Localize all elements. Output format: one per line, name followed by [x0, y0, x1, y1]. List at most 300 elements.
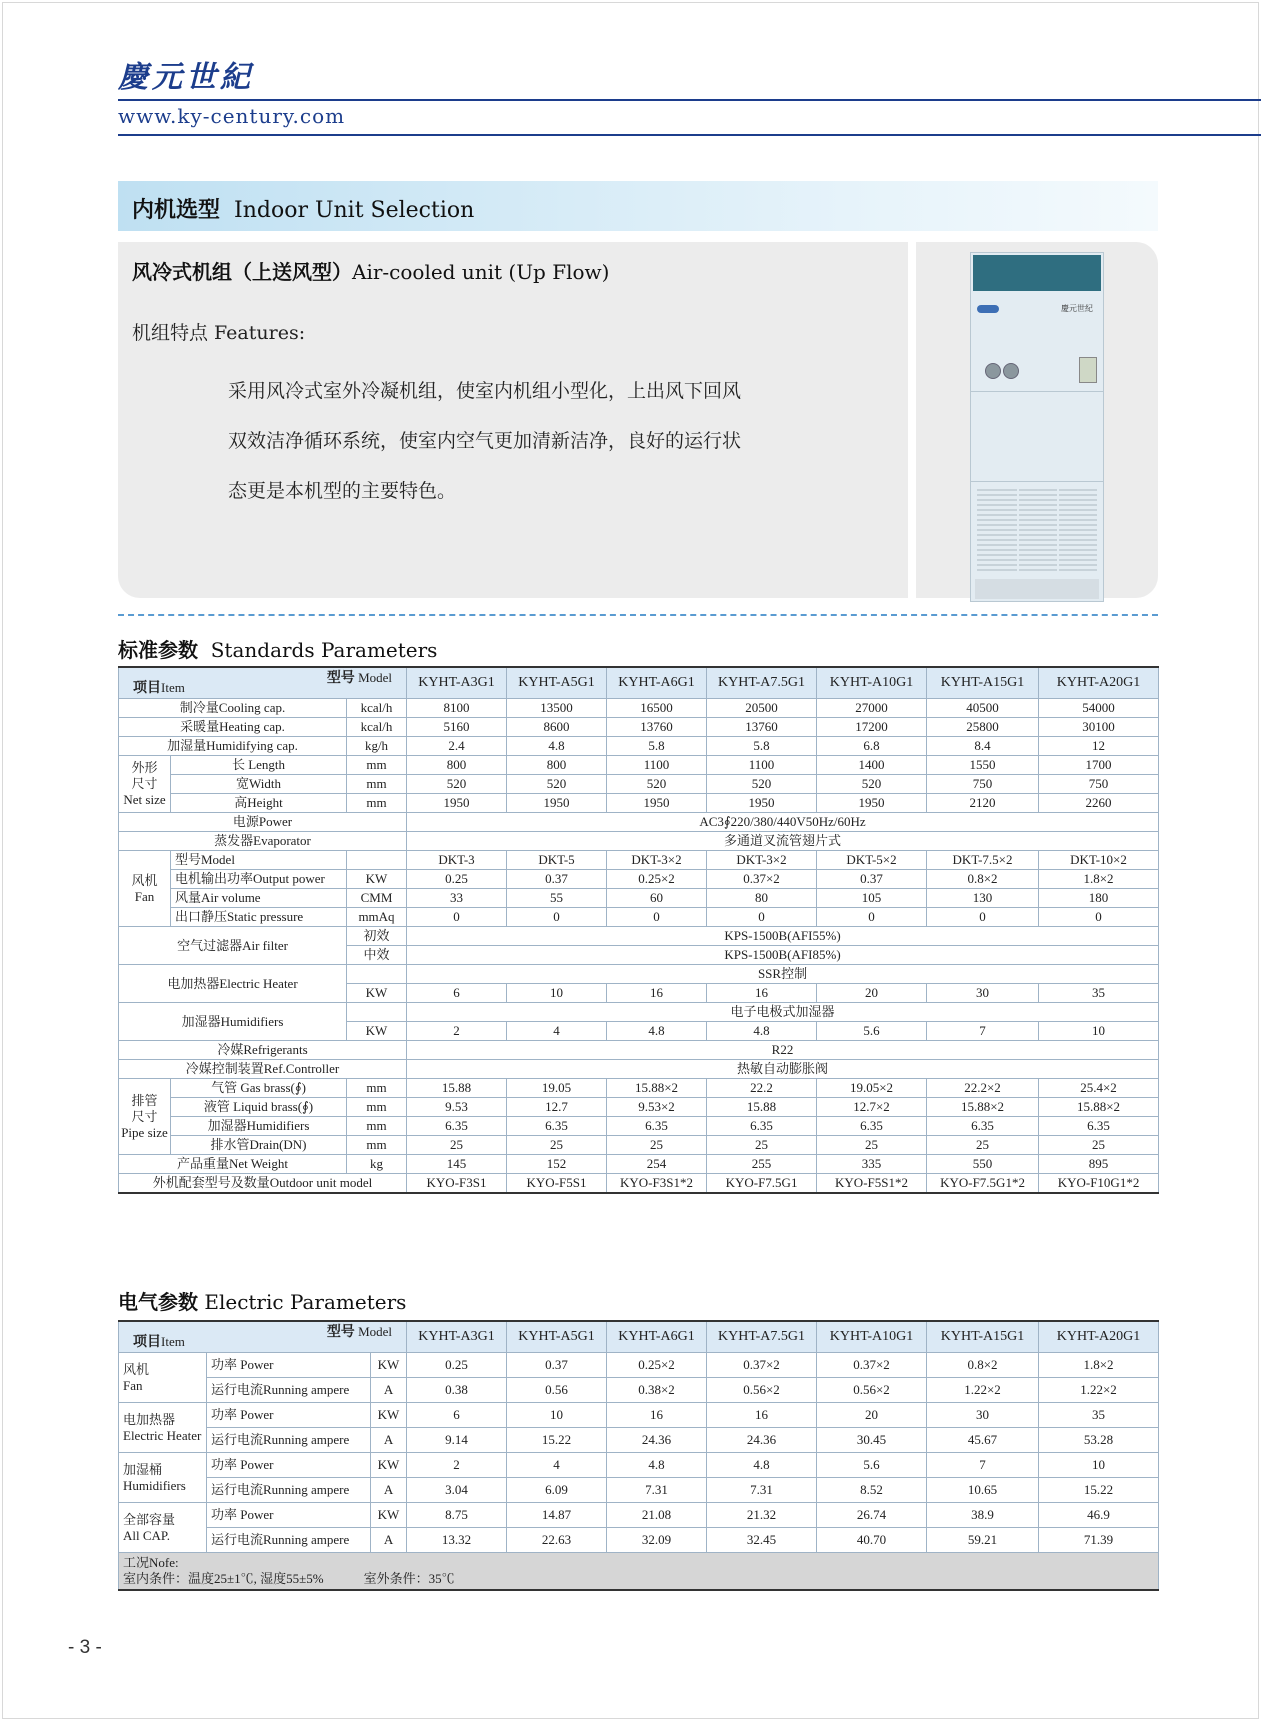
value-cell: 13500 — [507, 699, 607, 718]
value-cell: 71.39 — [1039, 1528, 1159, 1553]
param-label: 采暖量Heating cap. — [119, 718, 347, 737]
value-cell: DKT-5×2 — [817, 851, 927, 870]
value-cell: 152 — [507, 1155, 607, 1174]
value-cell: 14.87 — [507, 1503, 607, 1528]
unit-top-panel — [973, 255, 1101, 291]
param-label: 风量Air volume — [171, 889, 347, 908]
value-cell: KYO-F7.5G1*2 — [927, 1174, 1039, 1194]
unit-subtitle-en: Air-cooled unit (Up Flow) — [352, 260, 610, 284]
model-header-cn: 型号 — [326, 670, 355, 686]
value-cell: 520 — [507, 775, 607, 794]
value-cell: 520 — [817, 775, 927, 794]
model-header-cell: KYHT-A7.5G1 — [707, 1321, 817, 1353]
value-cell: 5160 — [407, 718, 507, 737]
value-cell: 15.22 — [1039, 1478, 1159, 1503]
table-row — [119, 1136, 1159, 1155]
value-cell: 750 — [927, 775, 1039, 794]
value-cell: 10 — [1039, 1022, 1159, 1041]
value-cell: 53.28 — [1039, 1428, 1159, 1453]
features-text — [228, 366, 848, 516]
value-cell: DKT-3×2 — [707, 851, 817, 870]
model-header-cn: 型号 — [326, 1324, 355, 1340]
value-cell: 0.56 — [507, 1378, 607, 1403]
value-cell: 0.37×2 — [707, 1353, 817, 1378]
param-label: 外机配套型号及数量Outdoor unit model — [119, 1174, 407, 1194]
value-cell: 255 — [707, 1155, 817, 1174]
value-cell: 1550 — [927, 756, 1039, 775]
value-cell: 1950 — [407, 794, 507, 813]
item-header-cn: 项目 — [133, 680, 161, 696]
value-cell: 6.35 — [817, 1117, 927, 1136]
unit-cell: KW — [371, 1503, 407, 1528]
electric-table — [118, 1320, 1159, 1591]
value-cell: 25 — [817, 1136, 927, 1155]
table-row — [119, 794, 1159, 813]
unit-seam — [971, 481, 1103, 482]
electric-title — [118, 1286, 406, 1315]
spanning-value: 热敏自动膨胀阀 — [407, 1060, 1159, 1079]
value-cell: 4 — [507, 1022, 607, 1041]
param-label: 电机输出功率Output power — [171, 870, 347, 889]
value-cell: KYO-F7.5G1 — [707, 1174, 817, 1194]
unit-cell: mm — [347, 1079, 407, 1098]
param-label: 气管 Gas brass(∮) — [171, 1079, 347, 1098]
table-row — [119, 1003, 1159, 1022]
dashed-divider — [118, 614, 1158, 616]
electric-group-label: 风机 Fan — [119, 1353, 207, 1403]
table-row — [119, 699, 1159, 718]
table-row — [119, 1098, 1159, 1117]
value-cell: 25 — [607, 1136, 707, 1155]
unit-cell: mm — [347, 756, 407, 775]
value-cell: 25 — [927, 1136, 1039, 1155]
value-cell: 1950 — [817, 794, 927, 813]
value-cell: 7.31 — [607, 1478, 707, 1503]
value-cell: 16 — [607, 984, 707, 1003]
unit-cell: KW — [371, 1353, 407, 1378]
value-cell: 2 — [407, 1453, 507, 1478]
table-row — [119, 1428, 1159, 1453]
param-label: 加湿器Humidifiers — [119, 1003, 347, 1041]
value-cell: 0.37 — [507, 870, 607, 889]
item-header-en: Item — [161, 1334, 185, 1349]
value-cell: 21.08 — [607, 1503, 707, 1528]
value-cell: 15.88×2 — [607, 1079, 707, 1098]
item-header — [133, 680, 185, 696]
param-label: 运行电流Running ampere — [207, 1378, 371, 1403]
model-header-cell: KYHT-A6G1 — [607, 1321, 707, 1353]
model-header-en: Model — [358, 1324, 393, 1339]
param-label: 加湿量Humidifying cap. — [119, 737, 347, 756]
value-cell: 7 — [927, 1453, 1039, 1478]
value-cell: 4 — [507, 1453, 607, 1478]
section-header — [118, 181, 1158, 231]
param-label: 冷媒控制装置Ref.Controller — [119, 1060, 407, 1079]
note-title: 工况Nofe: — [123, 1555, 179, 1570]
table-row — [119, 908, 1159, 927]
value-cell: 1950 — [507, 794, 607, 813]
value-cell: 22.63 — [507, 1528, 607, 1553]
value-cell: 16 — [707, 1403, 817, 1428]
value-cell: 10 — [1039, 1453, 1159, 1478]
value-cell: 32.09 — [607, 1528, 707, 1553]
value-cell: 10 — [507, 1403, 607, 1428]
table-row — [119, 832, 1159, 851]
value-cell: 895 — [1039, 1155, 1159, 1174]
feature-line: 态更是本机型的主要特色。 — [228, 480, 457, 502]
value-cell: 0.38 — [407, 1378, 507, 1403]
unit-cell: A — [371, 1478, 407, 1503]
value-cell: 7.31 — [707, 1478, 817, 1503]
value-cell: 30100 — [1039, 718, 1159, 737]
param-label: 宽Width — [171, 775, 347, 794]
param-label: 长 Length — [171, 756, 347, 775]
value-cell: 80 — [707, 889, 817, 908]
model-header-cell: KYHT-A10G1 — [817, 1321, 927, 1353]
value-cell: 32.45 — [707, 1528, 817, 1553]
table-row — [119, 718, 1159, 737]
value-cell: 6.35 — [407, 1117, 507, 1136]
value-cell: 25800 — [927, 718, 1039, 737]
size-group-label: 外形 尺寸 Net size — [119, 756, 171, 813]
value-cell: 6 — [407, 984, 507, 1003]
value-cell: 35 — [1039, 1403, 1159, 1428]
value-cell: 0 — [407, 908, 507, 927]
value-cell: 6.8 — [817, 737, 927, 756]
value-cell: DKT-7.5×2 — [927, 851, 1039, 870]
value-cell: KYO-F3S1 — [407, 1174, 507, 1194]
value-cell: 1.22×2 — [1039, 1378, 1159, 1403]
table-row — [119, 1041, 1159, 1060]
model-header-cell: KYHT-A5G1 — [507, 1321, 607, 1353]
value-cell: 54000 — [1039, 699, 1159, 718]
value-cell: 6.35 — [507, 1117, 607, 1136]
model-header-cell: KYHT-A10G1 — [817, 667, 927, 699]
table-row — [119, 1453, 1159, 1478]
table-row — [119, 775, 1159, 794]
unit-cell: CMM — [347, 889, 407, 908]
value-cell: 5.8 — [607, 737, 707, 756]
value-cell: 33 — [407, 889, 507, 908]
model-header — [327, 1324, 392, 1340]
value-cell: 22.2 — [707, 1079, 817, 1098]
value-cell: 105 — [817, 889, 927, 908]
value-cell: 8.4 — [927, 737, 1039, 756]
value-cell: 6 — [407, 1403, 507, 1428]
value-cell: 4.8 — [607, 1022, 707, 1041]
unit-cell: mm — [347, 1136, 407, 1155]
value-cell: 45.67 — [927, 1428, 1039, 1453]
value-cell: 25 — [1039, 1136, 1159, 1155]
electric-group-label: 加湿桶 Humidifiers — [119, 1453, 207, 1503]
value-cell: 4.8 — [507, 737, 607, 756]
website-url[interactable]: www.ky-century.com — [118, 104, 346, 128]
value-cell: 6.35 — [1039, 1117, 1159, 1136]
param-label: 功率 Power — [207, 1403, 371, 1428]
table-row — [119, 965, 1159, 984]
value-cell: 0.56×2 — [817, 1378, 927, 1403]
value-cell: 5.6 — [817, 1022, 927, 1041]
value-cell: 130 — [927, 889, 1039, 908]
table-row — [119, 1403, 1159, 1428]
param-label: 蒸发器Evaporator — [119, 832, 407, 851]
value-cell: 40500 — [927, 699, 1039, 718]
value-cell: 12.7×2 — [817, 1098, 927, 1117]
pipe-group-label: 排管 尺寸 Pipe size — [119, 1079, 171, 1155]
value-cell: 27000 — [817, 699, 927, 718]
value-cell: 1950 — [607, 794, 707, 813]
value-cell: 60 — [607, 889, 707, 908]
value-cell: 16500 — [607, 699, 707, 718]
param-label: 功率 Power — [207, 1453, 371, 1478]
grille-divider — [1017, 489, 1019, 573]
value-cell: 10 — [507, 984, 607, 1003]
value-cell: 520 — [707, 775, 817, 794]
unit-cell: A — [371, 1378, 407, 1403]
value-cell: 0 — [817, 908, 927, 927]
table-row — [119, 889, 1159, 908]
value-cell: 22.2×2 — [927, 1079, 1039, 1098]
value-cell: 0.25×2 — [607, 870, 707, 889]
unit-cell: KW — [347, 1022, 407, 1041]
value-cell: 254 — [607, 1155, 707, 1174]
value-cell: 1950 — [707, 794, 817, 813]
unit-cell — [347, 851, 407, 870]
value-cell: 17200 — [817, 718, 927, 737]
unit-cell: KW — [347, 984, 407, 1003]
value-cell: 2.4 — [407, 737, 507, 756]
value-cell: 24.36 — [707, 1428, 817, 1453]
spanning-value: KPS-1500B(AFI85%) — [407, 946, 1159, 965]
unit-cell: mm — [347, 775, 407, 794]
model-header-cell: KYHT-A15G1 — [927, 1321, 1039, 1353]
table-row — [119, 1155, 1159, 1174]
value-cell: 335 — [817, 1155, 927, 1174]
value-cell: 19.05×2 — [817, 1079, 927, 1098]
model-header-cell: KYHT-A20G1 — [1039, 667, 1159, 699]
value-cell: 25 — [507, 1136, 607, 1155]
feature-line: 采用风冷式室外冷凝机组，使室内机组小型化，上出风下回风 — [228, 380, 742, 402]
value-cell: 15.88×2 — [1039, 1098, 1159, 1117]
value-cell: 6.35 — [707, 1117, 817, 1136]
spanning-value: AC3∮220/380/440V50Hz/60Hz — [407, 813, 1159, 832]
param-label: 排水管Drain(DN) — [171, 1136, 347, 1155]
value-cell: 30 — [927, 1403, 1039, 1428]
unit-cell: kcal/h — [347, 718, 407, 737]
table-row — [119, 667, 1159, 699]
header-diagonal-cell — [119, 667, 407, 699]
value-cell: 7 — [927, 1022, 1039, 1041]
table-row — [119, 1117, 1159, 1136]
page-number: - 3 - — [68, 1637, 102, 1658]
value-cell: 0.8×2 — [927, 870, 1039, 889]
param-label: 冷媒Refrigerants — [119, 1041, 407, 1060]
company-logo: 慶元世紀 — [118, 60, 254, 95]
table-row — [119, 1060, 1159, 1079]
table-row — [119, 870, 1159, 889]
panel-divider — [908, 242, 916, 598]
value-cell: 0 — [927, 908, 1039, 927]
value-cell: 0 — [1039, 908, 1159, 927]
unit-cell: KW — [347, 870, 407, 889]
table-row — [119, 1174, 1159, 1194]
model-header-cell: KYHT-A20G1 — [1039, 1321, 1159, 1353]
value-cell: 0.25 — [407, 1353, 507, 1378]
table-row — [119, 813, 1159, 832]
unit-brand-text: 慶元世紀 — [1061, 304, 1093, 313]
value-cell: DKT-3×2 — [607, 851, 707, 870]
param-label: 液管 Liquid brass(∮) — [171, 1098, 347, 1117]
param-label: 高Height — [171, 794, 347, 813]
param-label: 运行电流Running ampere — [207, 1428, 371, 1453]
param-label: 型号Model — [171, 851, 347, 870]
unit-cell — [347, 1003, 407, 1022]
spanning-value: 电子电极式加湿器 — [407, 1003, 1159, 1022]
value-cell: 1.8×2 — [1039, 870, 1159, 889]
value-cell: 1.22×2 — [927, 1378, 1039, 1403]
item-header-en: Item — [161, 680, 185, 695]
param-label: 出口静压Static pressure — [171, 908, 347, 927]
value-cell: 6.35 — [927, 1117, 1039, 1136]
value-cell: 15.88 — [707, 1098, 817, 1117]
table-row — [119, 1321, 1159, 1353]
value-cell: KYO-F5S1*2 — [817, 1174, 927, 1194]
unit-subtitle — [132, 256, 609, 285]
table-row — [119, 927, 1159, 946]
unit-cell — [347, 965, 407, 984]
value-cell: 16 — [607, 1403, 707, 1428]
value-cell: 0.37×2 — [817, 1353, 927, 1378]
value-cell: 0 — [507, 908, 607, 927]
param-label: 加湿器Humidifiers — [171, 1117, 347, 1136]
value-cell: DKT-3 — [407, 851, 507, 870]
value-cell: 145 — [407, 1155, 507, 1174]
value-cell: 0 — [607, 908, 707, 927]
model-header-cell: KYHT-A7.5G1 — [707, 667, 817, 699]
air-grille-icon — [977, 489, 1097, 573]
model-header-cell: KYHT-A3G1 — [407, 1321, 507, 1353]
value-cell: 13760 — [707, 718, 817, 737]
value-cell: 13.32 — [407, 1528, 507, 1553]
value-cell: 15.88×2 — [927, 1098, 1039, 1117]
electric-title-cn: 电气参数 — [118, 1290, 198, 1314]
param-label: 制冷量Cooling cap. — [119, 699, 347, 718]
spanning-value: SSR控制 — [407, 965, 1159, 984]
value-cell: 800 — [507, 756, 607, 775]
unit-subtitle-cn: 风冷式机组（上送风型） — [132, 260, 352, 284]
table-row — [119, 1378, 1159, 1403]
param-label: 功率 Power — [207, 1503, 371, 1528]
param-label: 运行电流Running ampere — [207, 1478, 371, 1503]
value-cell: 19.05 — [507, 1079, 607, 1098]
value-cell: 15.88 — [407, 1079, 507, 1098]
model-header-cell: KYHT-A3G1 — [407, 667, 507, 699]
unit-badge-icon — [977, 305, 999, 313]
standards-table — [118, 666, 1159, 1194]
fan-group-label: 风机 Fan — [119, 851, 171, 927]
gauge-icon — [985, 363, 1001, 379]
standards-title — [118, 634, 437, 663]
note-outdoor: 室外条件：35℃ — [363, 1571, 455, 1586]
unit-cell: mm — [347, 1117, 407, 1136]
standards-title-en: Standards Parameters — [210, 638, 438, 662]
value-cell: 9.14 — [407, 1428, 507, 1453]
value-cell: 1400 — [817, 756, 927, 775]
spanning-value: R22 — [407, 1041, 1159, 1060]
item-header-cn: 项目 — [133, 1334, 161, 1350]
value-cell: 0 — [707, 908, 817, 927]
unit-cell: kg — [347, 1155, 407, 1174]
value-cell: 1100 — [707, 756, 817, 775]
table-row — [119, 1079, 1159, 1098]
value-cell: 0.37×2 — [707, 870, 817, 889]
value-cell: 0.38×2 — [607, 1378, 707, 1403]
value-cell: 6.09 — [507, 1478, 607, 1503]
param-label: 功率 Power — [207, 1353, 371, 1378]
value-cell: 550 — [927, 1155, 1039, 1174]
value-cell: 1100 — [607, 756, 707, 775]
value-cell: 5.6 — [817, 1453, 927, 1478]
value-cell: 0.8×2 — [927, 1353, 1039, 1378]
param-label: 产品重量Net Weight — [119, 1155, 347, 1174]
unit-seam — [971, 391, 1103, 392]
value-cell: 10.65 — [927, 1478, 1039, 1503]
header-rule — [118, 99, 1261, 101]
indoor-unit-illustration — [970, 252, 1104, 602]
value-cell: 25 — [707, 1136, 817, 1155]
table-row — [119, 851, 1159, 870]
param-label: 电加热器Electric Heater — [119, 965, 347, 1003]
value-cell: 25.4×2 — [1039, 1079, 1159, 1098]
value-cell: 0.25×2 — [607, 1353, 707, 1378]
value-cell: 20 — [817, 984, 927, 1003]
value-cell: 8600 — [507, 718, 607, 737]
table-row — [119, 756, 1159, 775]
section-title-en: Indoor Unit Selection — [234, 198, 475, 223]
value-cell: 20500 — [707, 699, 817, 718]
value-cell: 750 — [1039, 775, 1159, 794]
value-cell: 59.21 — [927, 1528, 1039, 1553]
conditions-note — [119, 1553, 1159, 1591]
value-cell: 8.52 — [817, 1478, 927, 1503]
value-cell: 24.36 — [607, 1428, 707, 1453]
header-rule-bottom — [118, 134, 1261, 136]
model-header-cell: KYHT-A6G1 — [607, 667, 707, 699]
spanning-value: 多通道叉流管翅片式 — [407, 832, 1159, 851]
table-row — [119, 1478, 1159, 1503]
param-label: 电源Power — [119, 813, 407, 832]
model-header — [327, 670, 392, 686]
value-cell: 12.7 — [507, 1098, 607, 1117]
model-header-en: Model — [358, 670, 393, 685]
unit-cell: A — [371, 1528, 407, 1553]
value-cell: 40.70 — [817, 1528, 927, 1553]
electric-title-en: Electric Parameters — [204, 1290, 407, 1314]
spanning-value: KPS-1500B(AFI55%) — [407, 927, 1159, 946]
unit-cell: A — [371, 1428, 407, 1453]
unit-cell: 中效 — [347, 946, 407, 965]
value-cell: 0.37 — [817, 870, 927, 889]
header-diagonal-cell — [119, 1321, 407, 1353]
unit-cell: mm — [347, 1098, 407, 1117]
value-cell: 12 — [1039, 737, 1159, 756]
note-conditions — [123, 1571, 1158, 1587]
unit-cell: KW — [371, 1403, 407, 1428]
value-cell: 0.25 — [407, 870, 507, 889]
param-label: 运行电流Running ampere — [207, 1528, 371, 1553]
value-cell: 20 — [817, 1403, 927, 1428]
features-label: 机组特点 Features: — [132, 322, 306, 344]
